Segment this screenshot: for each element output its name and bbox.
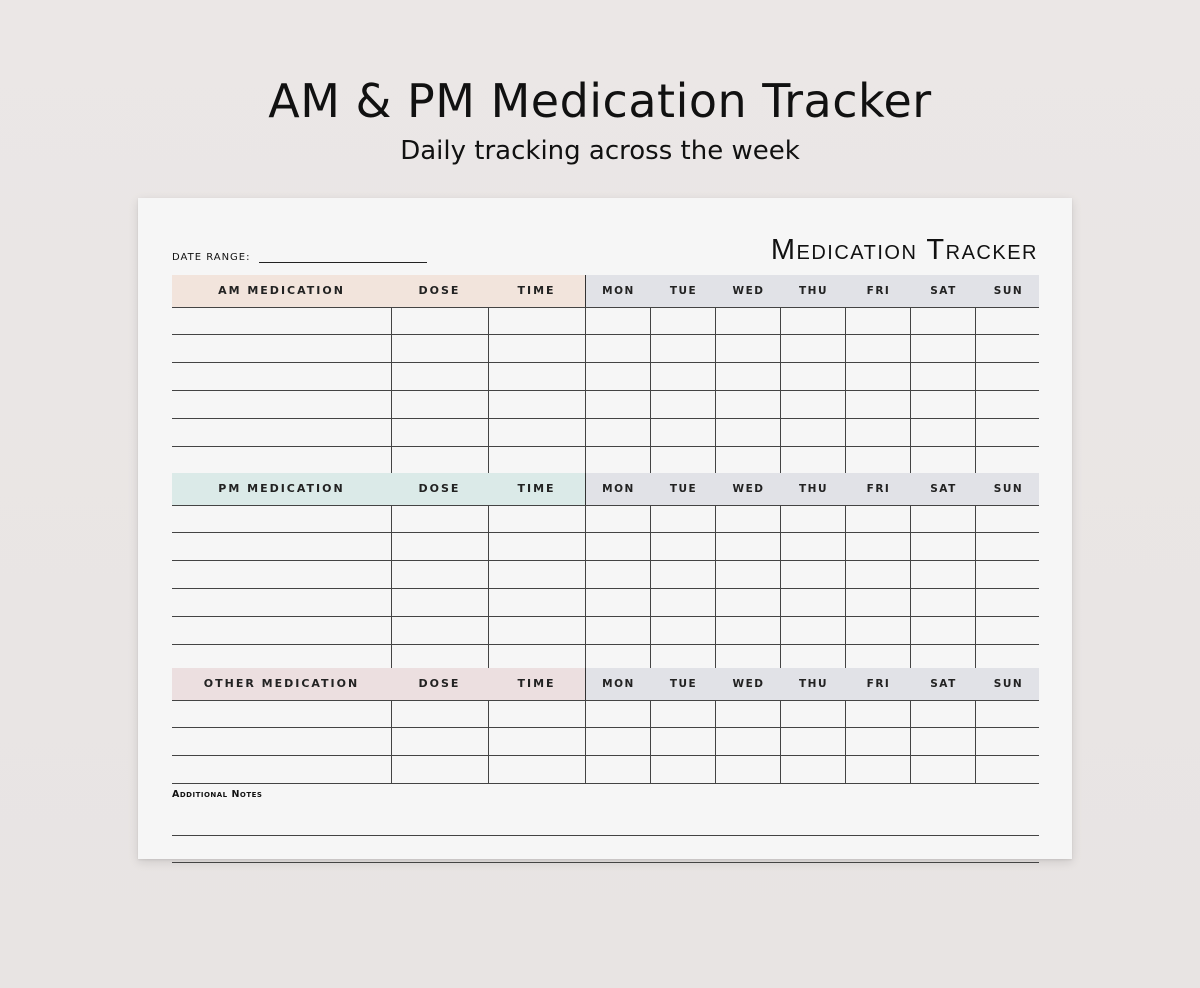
column-divider [845, 728, 846, 755]
column-divider [715, 589, 716, 616]
dose-header: DOSE [418, 482, 461, 495]
column-divider [975, 589, 976, 616]
column-divider [910, 447, 911, 474]
column-divider [488, 617, 489, 644]
column-divider [780, 419, 781, 446]
column-divider [391, 701, 392, 727]
column-divider [585, 756, 586, 783]
column-divider [585, 533, 586, 560]
column-divider [845, 561, 846, 588]
column-divider [715, 308, 716, 334]
column-divider [391, 561, 392, 588]
column-divider [910, 756, 911, 783]
day-header-tue: TUE [669, 483, 698, 495]
column-divider [910, 589, 911, 616]
column-divider [488, 419, 489, 446]
day-header-tue: TUE [669, 285, 698, 297]
column-divider [488, 506, 489, 532]
medication-header: OTHER MEDICATION [203, 677, 360, 690]
column-divider [488, 391, 489, 418]
column-divider [488, 447, 489, 474]
column-divider [650, 701, 651, 727]
column-divider [391, 335, 392, 362]
other-medication-table [172, 668, 1039, 784]
column-divider [585, 419, 586, 446]
column-divider [975, 363, 976, 390]
day-header-mon: MON [602, 285, 635, 297]
column-divider [845, 756, 846, 783]
additional-notes [172, 788, 1039, 863]
am-medication-table [172, 275, 1039, 475]
column-divider [715, 447, 716, 474]
column-divider [780, 756, 781, 783]
column-divider [585, 728, 586, 755]
column-divider [780, 728, 781, 755]
column-divider [845, 617, 846, 644]
day-header-fri: FRI [866, 483, 891, 495]
column-divider [488, 701, 489, 727]
table-row[interactable] [172, 391, 1039, 419]
column-divider [391, 308, 392, 334]
pm-medication-table [172, 473, 1039, 673]
column-divider [780, 589, 781, 616]
column-divider [910, 419, 911, 446]
notes-line[interactable] [172, 836, 1039, 863]
column-divider [910, 308, 911, 334]
table-row[interactable] [172, 589, 1039, 617]
table-row[interactable] [172, 505, 1039, 533]
column-divider [391, 447, 392, 474]
column-divider [780, 447, 781, 474]
column-divider [391, 506, 392, 532]
column-divider [975, 728, 976, 755]
column-divider [650, 506, 651, 532]
column-divider [585, 701, 586, 727]
table-row[interactable] [172, 363, 1039, 391]
table-row[interactable] [172, 419, 1039, 447]
column-divider [780, 617, 781, 644]
column-divider [650, 335, 651, 362]
column-divider [910, 533, 911, 560]
table-row[interactable] [172, 335, 1039, 363]
column-divider [975, 533, 976, 560]
column-divider [585, 447, 586, 474]
table-row[interactable] [172, 447, 1039, 475]
table-row[interactable] [172, 617, 1039, 645]
day-header-mon: MON [602, 678, 635, 690]
column-divider [715, 506, 716, 532]
day-header-band [585, 668, 1039, 700]
column-divider [780, 701, 781, 727]
column-divider [650, 308, 651, 334]
column-divider [715, 701, 716, 727]
column-divider [845, 447, 846, 474]
day-header-sat: SAT [930, 285, 957, 297]
column-divider [910, 335, 911, 362]
column-divider [585, 561, 586, 588]
column-divider [845, 701, 846, 727]
column-divider [715, 561, 716, 588]
column-divider [715, 617, 716, 644]
column-divider [975, 617, 976, 644]
table-row[interactable] [172, 307, 1039, 335]
column-divider [650, 419, 651, 446]
column-divider [585, 589, 586, 616]
dose-header: DOSE [418, 284, 461, 297]
column-divider [845, 589, 846, 616]
table-row[interactable] [172, 728, 1039, 756]
column-divider [585, 363, 586, 390]
column-divider [650, 533, 651, 560]
column-divider [488, 756, 489, 783]
day-header-fri: FRI [866, 678, 891, 690]
column-divider [650, 589, 651, 616]
table-row[interactable] [172, 533, 1039, 561]
notes-label: Additional Notes [172, 789, 263, 800]
column-divider [488, 561, 489, 588]
column-divider [585, 617, 586, 644]
column-divider [391, 391, 392, 418]
column-divider [488, 335, 489, 362]
day-header-sat: SAT [930, 678, 957, 690]
column-divider [845, 308, 846, 334]
column-divider [650, 561, 651, 588]
column-divider [488, 533, 489, 560]
column-divider [585, 335, 586, 362]
column-divider [910, 561, 911, 588]
day-header-thu: THU [799, 285, 828, 297]
column-divider [975, 308, 976, 334]
column-divider [391, 728, 392, 755]
column-divider [650, 756, 651, 783]
table-header [172, 668, 1039, 700]
day-header-thu: THU [799, 483, 828, 495]
day-header-band [585, 473, 1039, 505]
day-header-sun: SUN [993, 483, 1024, 495]
column-divider [650, 447, 651, 474]
column-divider [975, 701, 976, 727]
column-divider [780, 506, 781, 532]
day-header-wed: WED [732, 285, 765, 297]
column-divider [585, 308, 586, 334]
column-divider [780, 561, 781, 588]
column-divider [650, 363, 651, 390]
column-divider [715, 335, 716, 362]
table-row[interactable] [172, 700, 1039, 728]
column-divider [910, 506, 911, 532]
header-band [172, 668, 585, 700]
header-band [172, 275, 585, 307]
column-divider [845, 363, 846, 390]
column-divider [715, 391, 716, 418]
column-divider [780, 533, 781, 560]
column-divider [650, 391, 651, 418]
sheet-title: Medication Tracker [770, 234, 1038, 266]
column-divider [715, 728, 716, 755]
column-divider [391, 617, 392, 644]
day-header-mon: MON [602, 483, 635, 495]
column-divider [780, 308, 781, 334]
column-divider [650, 617, 651, 644]
date-range-label: DATE RANGE: [172, 252, 251, 263]
column-divider [780, 363, 781, 390]
medication-header: PM MEDICATION [218, 482, 345, 495]
dose-header: DOSE [418, 677, 461, 690]
column-divider [780, 391, 781, 418]
column-divider [910, 728, 911, 755]
column-divider [488, 728, 489, 755]
column-divider [585, 506, 586, 532]
column-divider [975, 561, 976, 588]
column-divider [780, 335, 781, 362]
column-divider [715, 419, 716, 446]
date-range-field[interactable] [259, 248, 427, 263]
column-divider [715, 363, 716, 390]
column-divider [715, 533, 716, 560]
column-divider [650, 728, 651, 755]
column-divider [391, 419, 392, 446]
page-subtitle: Daily tracking across the week [400, 136, 800, 166]
day-header-wed: WED [732, 483, 765, 495]
time-header: TIME [517, 284, 556, 297]
table-header [172, 275, 1039, 307]
medication-header: AM MEDICATION [218, 284, 345, 297]
column-divider [391, 533, 392, 560]
column-divider [975, 756, 976, 783]
column-divider [845, 533, 846, 560]
column-divider [391, 363, 392, 390]
column-divider [975, 335, 976, 362]
column-divider [845, 335, 846, 362]
table-row[interactable] [172, 756, 1039, 784]
time-header: TIME [517, 482, 556, 495]
column-divider [488, 363, 489, 390]
column-divider [975, 447, 976, 474]
day-header-fri: FRI [866, 285, 891, 297]
page-title: AM & PM Medication Tracker [268, 74, 932, 128]
column-divider [910, 617, 911, 644]
day-header-tue: TUE [669, 678, 698, 690]
column-divider [488, 308, 489, 334]
time-header: TIME [517, 677, 556, 690]
column-divider [845, 391, 846, 418]
notes-line[interactable] [172, 809, 1039, 836]
column-divider [391, 589, 392, 616]
day-header-sun: SUN [993, 678, 1024, 690]
day-header-thu: THU [799, 678, 828, 690]
day-header-wed: WED [732, 678, 765, 690]
table-row[interactable] [172, 561, 1039, 589]
column-divider [910, 701, 911, 727]
column-divider [845, 506, 846, 532]
column-divider [585, 391, 586, 418]
column-divider [910, 391, 911, 418]
column-divider [975, 506, 976, 532]
column-divider [910, 363, 911, 390]
header-band [172, 473, 585, 505]
column-divider [488, 589, 489, 616]
column-divider [975, 391, 976, 418]
day-header-sun: SUN [993, 285, 1024, 297]
date-range [172, 248, 427, 263]
column-divider [715, 756, 716, 783]
column-divider [391, 756, 392, 783]
day-header-sat: SAT [930, 483, 957, 495]
column-divider [975, 419, 976, 446]
column-divider [845, 419, 846, 446]
tracker-sheet [138, 198, 1072, 859]
table-header [172, 473, 1039, 505]
day-header-band [585, 275, 1039, 307]
